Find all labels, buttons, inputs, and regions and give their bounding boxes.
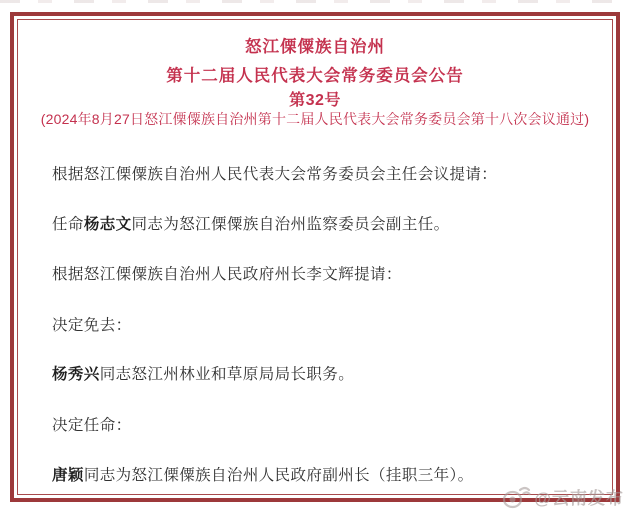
paragraph-text: 任命 (52, 216, 84, 233)
person-name: 杨志文 (83, 216, 132, 233)
person-name: 唐颖 (52, 467, 84, 484)
top-crop-artifact (0, 0, 630, 3)
paragraph-basis-1 (52, 162, 600, 184)
paragraph-text: 根据怒江傈僳族自治州人民政府州长李文辉提请： (52, 266, 402, 283)
paragraph-appointment-item (52, 463, 600, 485)
paragraph-appointment-header (52, 413, 600, 435)
document-number: 第32号 (289, 92, 341, 109)
paragraph-text: 同志为怒江傈僳族自治州监察委员会副主任。 (131, 216, 450, 233)
watermark (501, 483, 624, 509)
paragraph-appointment-1 (52, 212, 600, 234)
paragraph-text: 同志为怒江傈僳族自治州人民政府副州长（挂职三年）。 (83, 467, 474, 484)
document-title: 第十二届人民代表大会常务委员会公告 (166, 67, 464, 85)
paragraph-text: 决定免去： (52, 317, 132, 334)
watermark-label: @云南发布 (534, 488, 624, 508)
paragraph-text: 根据怒江傈僳族自治州人民代表大会常务委员会主任会议提请： (52, 166, 498, 183)
paragraph-removal-header (52, 313, 600, 335)
paragraph-basis-2 (52, 262, 600, 284)
paragraph-text: 同志怒江州林业和草原局局长职务。 (99, 366, 355, 383)
person-name: 杨秀兴 (52, 366, 100, 383)
paragraph-text: 决定任命： (52, 417, 132, 434)
document-organization: 怒江傈僳族自治州 (245, 38, 385, 56)
session-note: (2024年8月27日怒江傈僳族自治州第十二届人民代表大会常务委员会第十八次会议通过) (40, 111, 590, 127)
weibo-eye-icon (501, 483, 531, 509)
paragraph-removal-item (52, 362, 600, 384)
